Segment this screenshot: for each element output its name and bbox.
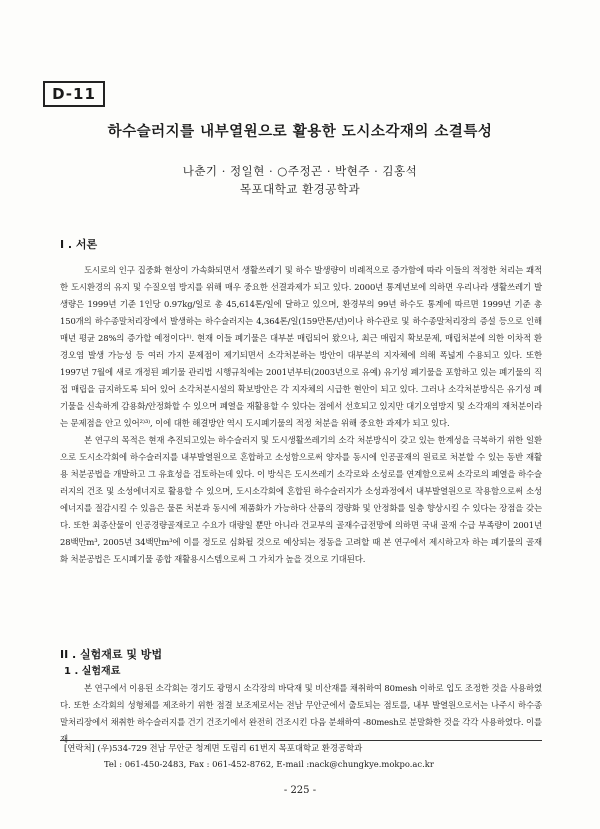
methods-body bbox=[60, 680, 542, 744]
methods-heading: II . 실험재료 및 방법 bbox=[60, 648, 163, 661]
intro-paragraph-2: 본 연구의 목적은 현재 추진되고있는 하수슬러지 및 도시생활쓰레기의 소각 처분방식이 갖고 있는 한계성을 극복하기 위한 일환으로 도시소각회에 하수슬러지를 내부발열원으로 혼합하고 소성함으로써 양자를 동시에 인공골재의 원료로 처분할 수 있는 동반 재활용 처분공법을 개발하고 그 유효성을 검토하는데 있다. 이 방식은 도시쓰레기 소각로와 소성로를 연계함으로써 소각로의 폐열을 하수슬러지의 건조 및 소성에너지로 활용할 수 있으며, 도시소각회에 혼합된 하수슬러지가 소성과정에서 내부발열원으로 작용함으로써 소성에너지를 절감시킬 수 있음은 물론 처분과 동시에 제품화가 가능하다 산품의 경량화 및 안정화를 일층 향상시킬 수 있다는 장점을 갖는다. 또한 최종산물이 인공경량골재로고 수요가 대량일 뿐만 아니라 건교부의 골재수급전망에 의하면 국내 골재 수급 부족량이 2001년 28백만m³, 2005년 34백만m³에 이를 정도로 심화될 것으로 예상되는 정동을 고려할 때 본 연구에서 제시하고자 하는 폐기물의 골재화 처분공법은 도시폐기물 종합 재활용시스템으로써 그 가치가 높을 것으로 기대된다. bbox=[60, 435, 542, 564]
contact-line-1: [연락처] (우)534-729 전남 무안군 청계면 도림리 61번지 목포대학교 환경공학과 bbox=[64, 743, 363, 753]
intro-heading: I . 서론 bbox=[60, 238, 98, 251]
intro-paragraph-1: 도시로의 인구 집중화 현상이 가속화되면서 생활쓰레기 및 하수 발생량이 비례적으로 증가함에 따라 이들의 적정한 처리는 쾌적한 도시환경의 유지 및 수질오염 방지를 위해 매우 중요한 선결과제가 되고 있다. 2000년 통계년보에 의하면 우리나라 생활쓰레기 발생량은 1999년 기준 1인당 0.97kg/일로 총 45,614톤/일에 달하고 있으며, 환경부의 99년 하수도 통계에 따르면 1999년 기준 총 150개의 하수종말처리장에서 발생하는 하수슬러지는 4,364톤/일(159만톤/년)이나 하수관로 및 하수종말처리장의 증설 등으로 인해 매년 평균 28%의 증가할 예정이다¹⁾. 현재 이들 폐기물은 대부분 매립되어 왔으나, 최근 매립지 확보문제, 매립처분에 의한 이차적 환경오염 발생 가능성 등 여러 가지 문제점이 제기되면서 소각처분하는 방안이 대부분의 지자체에 의해 폭넓게 수용되고 있다. 또한 1997년 7월에 새로 개정된 폐기물 관리법 시행규칙에는 2001년부터(2003년으로 유예) 유기성 폐기물을 포함하고 있는 폐기물의 직접 매립을 금지하도록 되어 있어 소각처분시설의 확보방안은 각 지자체의 시급한 현안이 되고 있다. 그러나 소각처분방식은 유기성 폐기물을 신속하게 감용화/안정화할 수 있으며 폐열을 재활용할 수 있다는 점에서 선호되고 있지만 대기오염방지 및 소각재의 재처분이라는 문제점을 안고 있어²⁾³⁾, 이에 대한 해결방안 역시 도시폐기물의 적정 처분을 위해 중요한 과제가 되고 있다. bbox=[60, 265, 542, 428]
session-label: D-11 bbox=[43, 81, 105, 107]
author-list: 나춘기 · 정일현 · ○주정곤 · 박현주 · 김홍석 bbox=[182, 164, 418, 178]
paper-title: 하수슬러지를 내부열원으로 활용한 도시소각재의 소결특성 bbox=[107, 124, 493, 140]
methods-paragraph-1: 본 연구에서 이용된 소각회는 경기도 광명시 소각장의 바닥재 및 비산재를 채취하여 80mesh 이하로 입도 조정한 것을 사용하였다. 또한 소각회의 성형체를 제조하기 위한 점결 보조제로서는 전남 무안군에서 출토되는 점토를, 내부 발열원으로서는 나주시 하수종말처리장에서 채취한 하수슬러지를 건기 건조기에서 완전히 건조시킨 다음 분쇄하여 -80mesh로 분말화한 것을 각각 사용하였다. 이를 재 bbox=[60, 683, 542, 744]
intro-body bbox=[60, 262, 542, 568]
materials-heading: 1 . 실험재료 bbox=[64, 666, 121, 677]
contact-line-2: Tel : 061-450-2483, Fax : 061-452-8762, E-mail :nack@chungkye.mokpo.ac.kr bbox=[104, 759, 434, 769]
page-number: - 225 - bbox=[283, 785, 317, 796]
affiliation: 목포대학교 환경공학과 bbox=[239, 182, 361, 196]
